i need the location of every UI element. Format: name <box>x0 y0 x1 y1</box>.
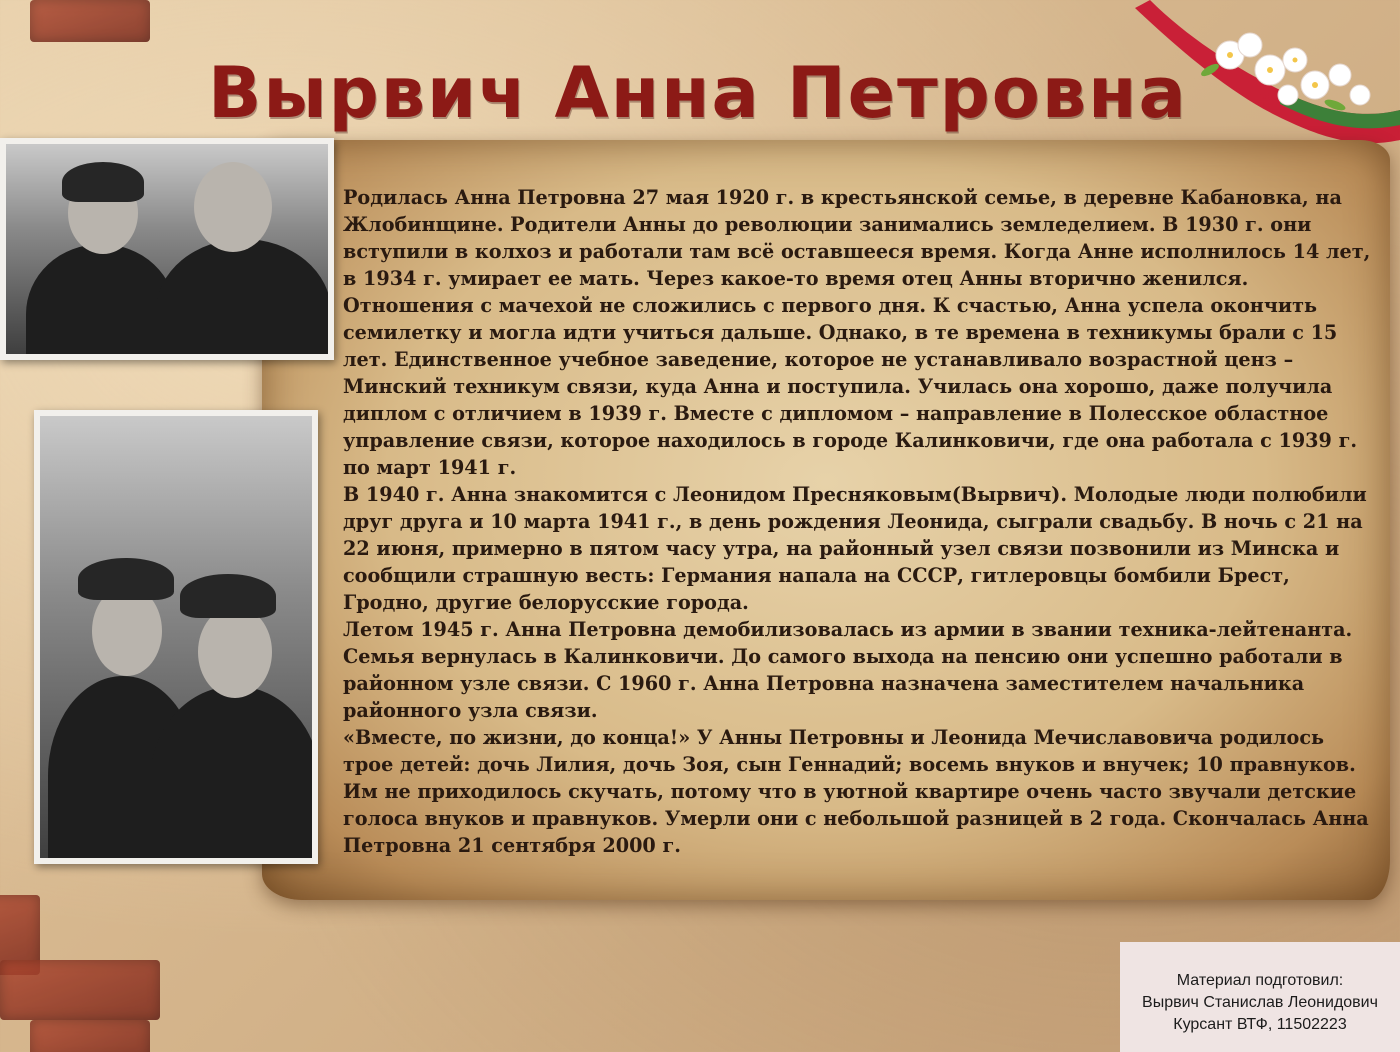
credit-author: Вырвич Станислав Леонидович <box>1142 994 1378 1011</box>
biography-paragraph: В 1940 г. Анна знакомится с Леонидом Пресняковым(Вырвич). Молодые люди полюбили друг друга и 10 марта 1941 г., в день рождения Леонида, сыграли свадьбу. В ночь с 21 на 22 июня, примерно в пятом часу утра, на районный узел связи позвонили из Минска и сообщили страшную весть: Германия напала на СССР, гитлеровцы бомбили Брест, Гродно, другие белорусские города. <box>343 483 1367 614</box>
page-title: Вырвич Анна Петровна <box>208 52 1188 134</box>
biography-paragraph: «Вместе, по жизни, до конца!» У Анны Петровны и Леонида Мечиславовича родилось трое детей: дочь Лилия, дочь Зоя, сын Геннадий; восемь внуков и внучек; 10 правнуков. Им не приходилось скучать, потому что в уютной квартире очень часто звучали детские голоса внуков и правнуков. Умерли они с небольшой разницей в 2 года. Скончалась Анна Петровна 21 сентября 2000 г. <box>343 726 1369 857</box>
biography-paragraph: Летом 1945 г. Анна Петровна демобилизовалась из армии в звании техника-лейтенанта. Семья вернулась в Калинковичи. До самого выхода на пенсию они успешно работали в районном узле связи. С 1960 г. Анна Петровна назначена заместителем начальника районного узла связи. <box>343 618 1353 722</box>
brick-decor-top-left <box>30 0 150 42</box>
couple-portrait-photo <box>0 138 334 360</box>
credit-label: Материал подготовил: <box>1176 972 1344 989</box>
biography-text <box>343 184 1373 859</box>
credit-affiliation: Курсант ВТФ, 11502223 <box>1173 1016 1347 1033</box>
credit-box <box>1120 942 1400 1052</box>
biography-paragraph: Родилась Анна Петровна 27 мая 1920 г. в крестьянской семье, в деревне Кабановка, на Жлобинщине. Родители Анны до революции занимались земледелием. В 1930 г. они вступили в колхоз и работали там всё оставшееся время. Когда Анне исполнилось 14 лет, в 1934 г. умирает ее мать. Через какое-то время отец Анны вторично женился. Отношения с мачехой не сложились с первого дня. К счастью, Анна успела окончить семилетку и могла идти учиться дальше. Однако, в те времена в техникумы брали с 15 лет. Единственное учебное заведение, которое не устанавливало возрастной ценз – Минский техникум связи, куда Анна и поступила. Училась она хорошо, даже получила диплом с отличием в 1939 г. Вместе с дипломом – направление в Полесское областное управление связи, которое находилось в городе Калинковичи, где она работала с 1939 г. по март 1941 г. <box>343 186 1371 479</box>
couple-military-photo <box>34 410 318 864</box>
brick-decor-bottom-left <box>0 960 160 1020</box>
brick-decor-bottom <box>30 1020 150 1052</box>
